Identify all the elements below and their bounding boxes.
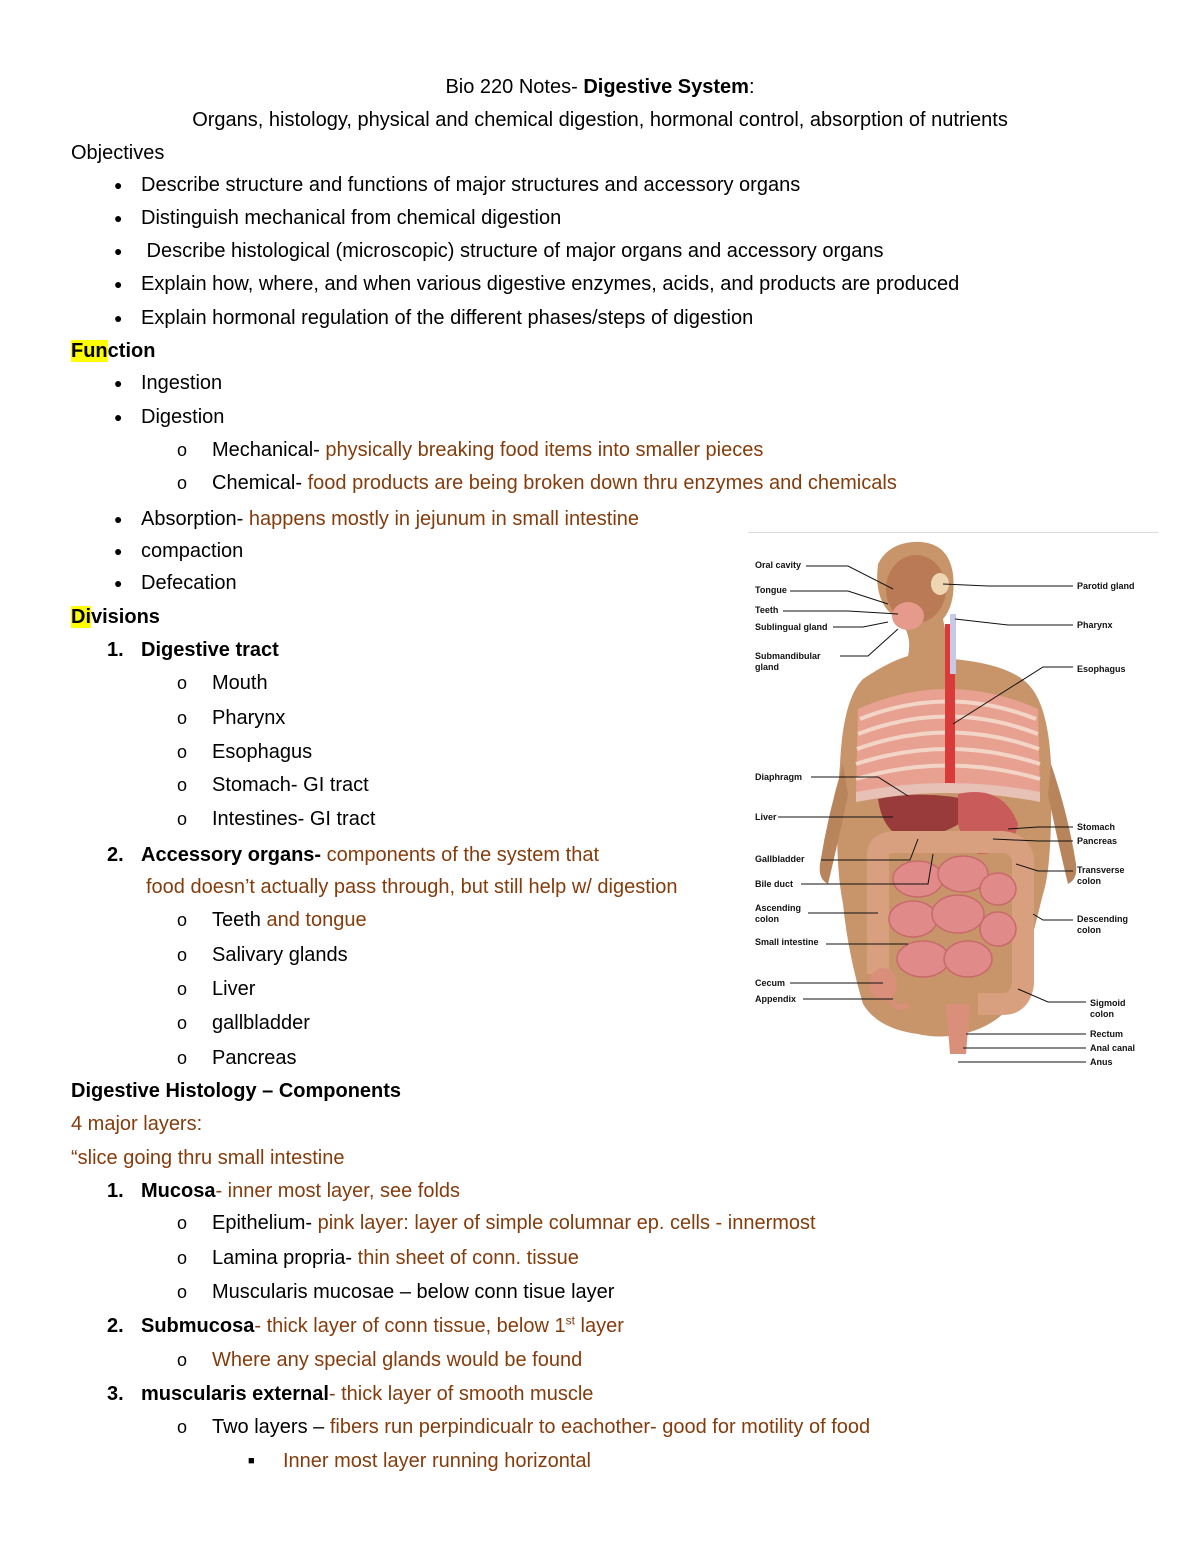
bullet-icon: ● — [114, 575, 123, 591]
figure-label-right: Anal canal — [1090, 1043, 1136, 1053]
figure-label-left: Teeth — [755, 605, 779, 615]
circle-bullet-icon: o — [177, 708, 188, 728]
objective-item: Describe structure and functions of major structures and accessory organs — [141, 174, 801, 196]
circle-bullet-icon: o — [177, 673, 188, 693]
tract-item: Esophagus — [212, 741, 313, 763]
histology-layers: 4 major layers: — [71, 1113, 203, 1135]
figure-label-left: Small intestine — [755, 937, 819, 947]
objective-item: Describe histological (microscopic) structure of major organs and accessory organs — [141, 240, 884, 262]
accessory-item: Pancreas — [212, 1047, 297, 1069]
mucosa-subitem: Epithelium- pink layer: layer of simple columnar ep. cells - innermost — [212, 1212, 816, 1234]
bullet-icon: ● — [114, 409, 123, 425]
function-subitem: Chemical- food products are being broken down thru enzymes and chemicals — [212, 472, 897, 494]
circle-bullet-icon: o — [177, 1048, 188, 1068]
function-item: Defecation — [141, 572, 237, 594]
objective-item: Explain how, where, and when various digestive enzymes, acids, and products are produced — [141, 273, 960, 295]
list-number: 2. — [107, 844, 124, 866]
digestive-tract-title: Digestive tract — [141, 639, 279, 661]
accessory-item: Liver — [212, 978, 256, 1000]
figure-label-right: Pharynx — [1077, 620, 1113, 630]
circle-bullet-icon: o — [177, 809, 188, 829]
bullet-icon: ● — [114, 210, 123, 226]
figure-label-right: Parotid gland — [1077, 581, 1135, 591]
histology-heading: Digestive Histology – Components — [71, 1080, 402, 1102]
accessory-organs-desc: food doesn’t actually pass through, but still help w/ digestion — [146, 876, 678, 898]
bullet-icon: ● — [114, 310, 123, 326]
list-number: 1. — [107, 1180, 124, 1202]
muscularis-subitem: Two layers – fibers run perpindicualr to eachother- good for motility of food — [212, 1416, 871, 1438]
circle-bullet-icon: o — [177, 1282, 188, 1302]
document-title: Bio 220 Notes- Digestive System: — [445, 76, 755, 98]
bullet-icon: ● — [114, 243, 123, 259]
figure-label-left: Ascending colon — [755, 903, 802, 924]
accessory-item: Salivary glands — [212, 944, 348, 966]
figure-label-right: Esophagus — [1077, 664, 1126, 674]
document-subtitle: Organs, histology, physical and chemical digestion, hormonal control, absorption of nutrients — [192, 109, 1008, 131]
function-item: compaction — [141, 540, 244, 562]
circle-bullet-icon: o — [177, 945, 188, 965]
figure-label-left: Tongue — [755, 585, 787, 595]
square-bullet-icon: ■ — [248, 1455, 255, 1467]
figure-label-left: Gallbladder — [755, 854, 805, 864]
function-item: Digestion — [141, 406, 225, 428]
circle-bullet-icon: o — [177, 440, 188, 460]
submucosa-item: Submucosa- thick layer of conn tissue, below 1st layer — [141, 1313, 624, 1337]
mucosa-subitem: Muscularis mucosae – below conn tisue layer — [212, 1281, 615, 1303]
function-heading: Function — [71, 340, 156, 362]
bullet-icon: ● — [114, 511, 123, 527]
circle-bullet-icon: o — [177, 1248, 188, 1268]
figure-label-right: Descending colon — [1077, 914, 1129, 935]
figure-label-left: Submandibular gland — [755, 651, 821, 672]
circle-bullet-icon: o — [177, 1350, 188, 1370]
figure-label-left: Appendix — [755, 994, 797, 1004]
muscularis-item: muscularis external- thick layer of smooth muscle — [141, 1383, 594, 1405]
bullet-icon: ● — [114, 276, 123, 292]
divisions-heading: Divisions — [71, 606, 160, 628]
tract-item: Stomach- GI tract — [212, 774, 369, 796]
figure-label-left: Cecum — [755, 978, 786, 988]
mucosa-item: Mucosa- inner most layer, see folds — [141, 1180, 461, 1202]
figure-label-right: Stomach — [1077, 822, 1116, 832]
tract-item: Intestines- GI tract — [212, 808, 376, 830]
figure-label-left: Liver — [755, 812, 777, 822]
circle-bullet-icon: o — [177, 979, 188, 999]
accessory-organs-title: Accessory organs- components of the system that — [141, 844, 599, 866]
figure-label-left: Bile duct — [755, 879, 794, 889]
function-item: Ingestion — [141, 372, 223, 394]
figure-label-right: Sigmoid colon — [1090, 998, 1126, 1019]
submucosa-subitem: Where any special glands would be found — [212, 1349, 583, 1371]
circle-bullet-icon: o — [177, 1013, 188, 1033]
function-subitem: Mechanical- physically breaking food items into smaller pieces — [212, 439, 764, 461]
figure-top-rule — [748, 532, 1158, 533]
function-item: Absorption- happens mostly in jejunum in small intestine — [141, 508, 640, 530]
circle-bullet-icon: o — [177, 1417, 188, 1437]
list-number: 1. — [107, 639, 124, 661]
objective-item: Explain hormonal regulation of the different phases/steps of digestion — [141, 307, 754, 329]
circle-bullet-icon: o — [177, 775, 188, 795]
figure-label-left: Oral cavity — [755, 560, 802, 570]
circle-bullet-icon: o — [177, 742, 188, 762]
figure-label-left: Sublingual gland — [755, 622, 828, 632]
list-number: 2. — [107, 1315, 124, 1337]
bullet-icon: ● — [114, 375, 123, 391]
bullet-icon: ● — [114, 177, 123, 193]
circle-bullet-icon: o — [177, 473, 188, 493]
figure-label-right: Anus — [1090, 1057, 1113, 1067]
circle-bullet-icon: o — [177, 1213, 188, 1233]
figure-label-right: Transverse colon — [1077, 865, 1125, 886]
accessory-item: gallbladder — [212, 1012, 310, 1034]
mucosa-subitem: Lamina propria- thin sheet of conn. tissue — [212, 1247, 579, 1269]
list-number: 3. — [107, 1383, 124, 1405]
bullet-icon: ● — [114, 543, 123, 559]
histology-slice-note: “slice going thru small intestine — [71, 1147, 345, 1169]
figure-label-right: Rectum — [1090, 1029, 1124, 1039]
figure-label-left: Diaphragm — [755, 772, 803, 782]
figure-label-right: Pancreas — [1077, 836, 1118, 846]
tract-item: Pharynx — [212, 707, 286, 729]
accessory-item: Teeth and tongue — [212, 909, 367, 931]
objective-item: Distinguish mechanical from chemical digestion — [141, 207, 562, 229]
circle-bullet-icon: o — [177, 910, 188, 930]
tract-item: Mouth — [212, 672, 268, 694]
muscularis-subsubitem: Inner most layer running horizontal — [283, 1450, 591, 1472]
objectives-heading: Objectives — [71, 142, 165, 164]
